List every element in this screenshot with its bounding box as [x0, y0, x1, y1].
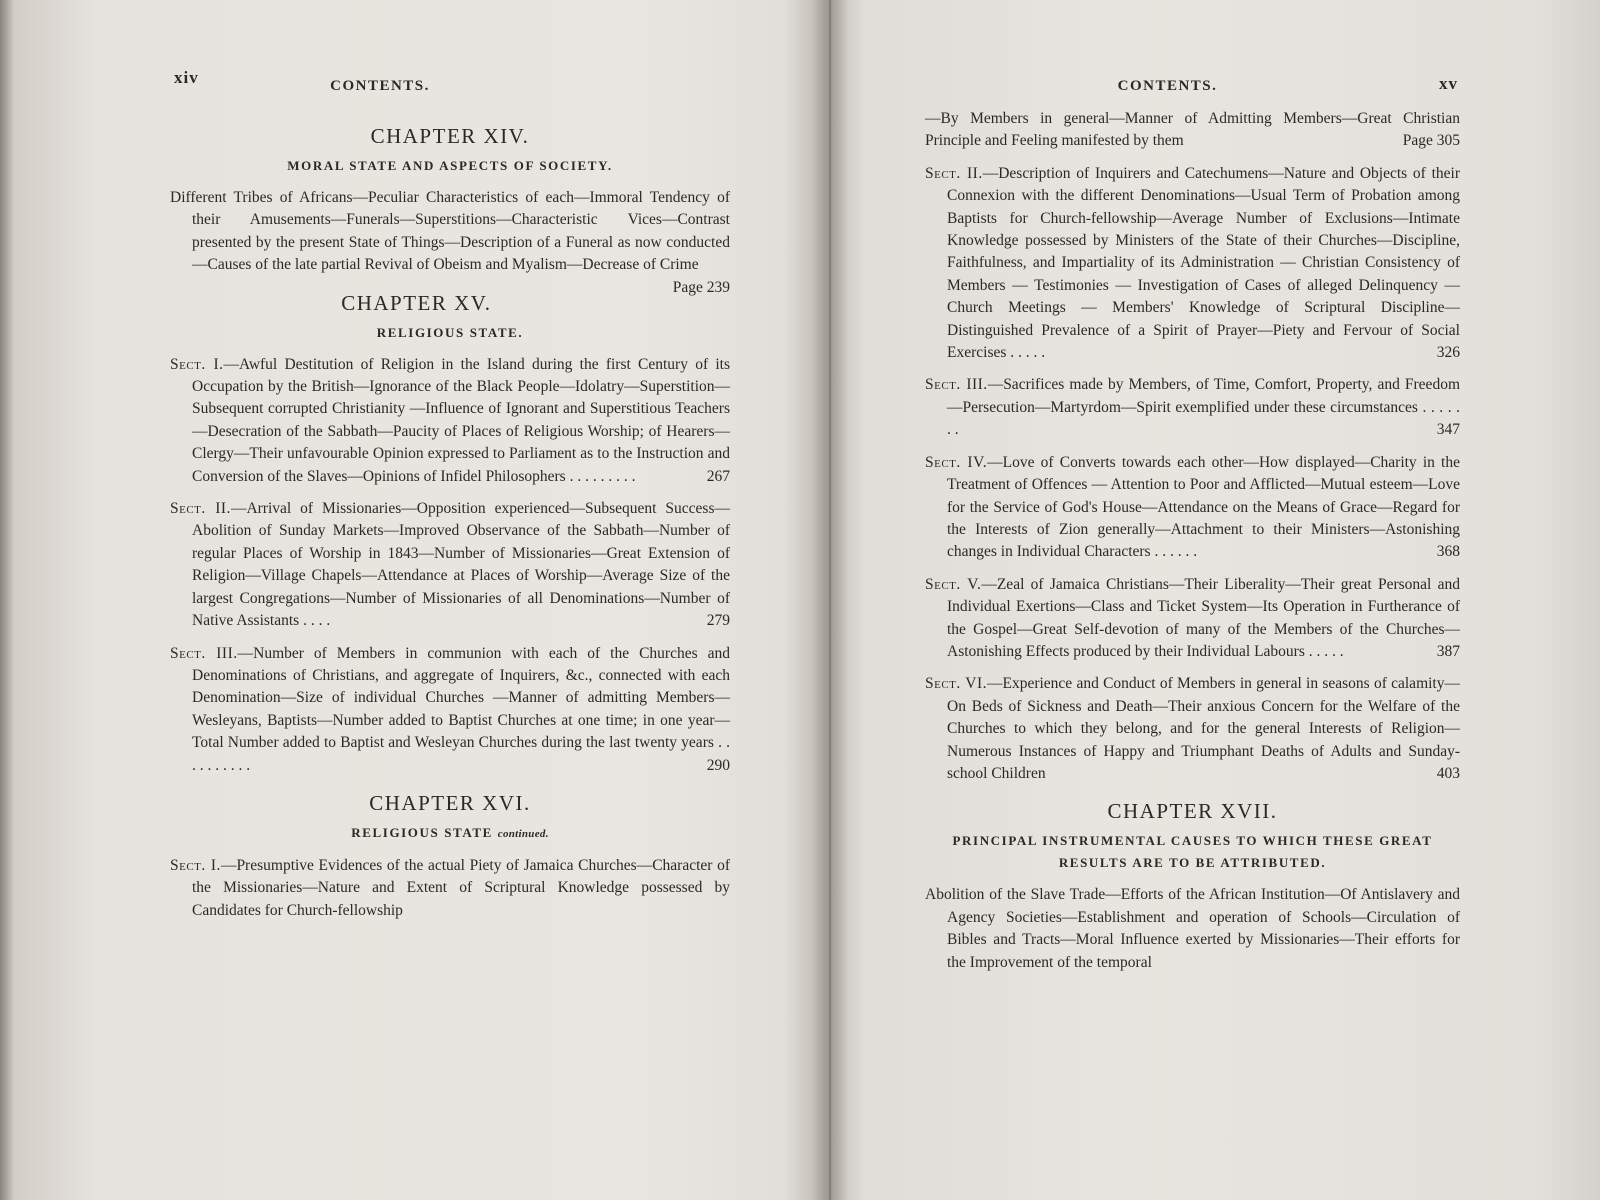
section-label: Sect. IV. — [925, 453, 988, 471]
chapter-heading: CHAPTER XIV. — [370, 124, 530, 148]
section-label: Sect. V. — [925, 575, 982, 593]
entry-text: Different Tribes of Africans—Peculiar Characteristics of each—Immoral Tendency of their Amusements—Funerals—Superstitions—Characteristic Vices—Contrast presented by the present State of Things—Description of a Funeral as now conducted—Causes of the late partial Revival of Obeism and Myalism—Decrease of Crime — [170, 189, 730, 274]
chapter-subtitle: MORAL STATE AND ASPECTS OF SOCIETY. — [287, 158, 613, 173]
entry-text: —Awful Destitution of Religion in the Island during the first Century of its Occupation by the British—Ignorance of the Black People—Idolatry—Superstition—Subsequent corrupted Christianity —Influence of Ignorant and Superstitious Teachers—Desecration of the Sabbath—Paucity of Places of Religious Worship; of Hearers—Clergy—Their unfavourable Opinion expressed to Parliament as to the Instruction and Conversion of the Slaves—Opinions of Infidel Philosophers . . . . . . . . . — [192, 355, 730, 485]
contents-entry — [925, 452, 1460, 564]
contents-entry — [170, 354, 730, 488]
contents-entry — [925, 374, 1460, 441]
contents-entry — [170, 643, 730, 777]
section-label: Sect. III. — [170, 644, 238, 662]
contents-entry-continuation — [925, 108, 1460, 153]
section-label: Sect. III. — [925, 376, 988, 394]
page-number: xiv — [174, 68, 199, 87]
entry-page-number: 279 — [706, 612, 730, 630]
entry-page-number: 267 — [706, 467, 730, 485]
running-header — [170, 62, 730, 102]
left-page — [170, 0, 730, 1200]
entry-text: —Experience and Conduct of Members in general in seasons of calamity—On Beds of Sickness and Death—Their anxious Concern for the Welfare of the Churches to which they belong, and for the general Interests of Religion—Numerous Instances of Happy and Triumphant Deaths of Adults and Sunday-school Children — [947, 675, 1460, 782]
section-label: Sect. I. — [170, 856, 221, 874]
section-label: Sect. II. — [170, 500, 231, 518]
entry-page-number: 290 — [706, 756, 730, 774]
running-header — [925, 62, 1460, 102]
section-label: Sect. II. — [925, 164, 983, 182]
chapter-subtitle-main: RELIGIOUS STATE — [351, 824, 493, 840]
entry-page-number: 368 — [1436, 543, 1460, 561]
chapter-subtitle — [170, 822, 730, 845]
contents-entry — [925, 884, 1460, 974]
entry-text: —Arrival of Missionaries—Opposition experienced—Subsequent Success—Abolition of Sunday Markets—Improved Observance of the Sabbath—Number of regular Places of Worship in 1843—Number of Missionaries—Great Extension of Religion—Village Chapels—Attendance at Places of Worship—Average Size of the largest Congregations—Number of Missionaries of all Denominations—Number of Native Assistants . . . . — [192, 500, 730, 630]
entry-text: —Description of Inquirers and Catechumens—Nature and Objects of their Connexion with the different Denominations—Usual Term of Probation among Baptists for Church-fellowship—Average Number of Exclusions—Intimate Knowledge possessed by Ministers of the State of their Churches—Discipline, Faithfulness, and Impartiality of its Administration — Christian Consistency of Members — Testimonies — Investigation of Cases of alleged Delinquency — Church Meetings — Members' Knowledge of Scriptural Discipline—Distinguished Prevalence of a Spirit of Prayer—Piety and Fervour of Social Exercises . . . . . — [947, 164, 1460, 362]
chapter-subtitle: RELIGIOUS STATE. — [376, 324, 524, 340]
section-label: Sect. VI. — [925, 675, 987, 693]
entry-text: —Love of Converts towards each other—How displayed—Charity in the Treatment of Offences — Attention to Poor and Afflicted—Mutual esteem—Love for the Service of God's House—Attendance on the Means of Grace—Regard for the Interests of Zion generally—Attachment to their Ministers—Astonishing changes in Individual Characters . . . . . . — [947, 453, 1460, 561]
page-edge-shadow — [0, 0, 14, 1200]
entry-text: —Presumptive Evidences of the actual Piety of Jamaica Churches—Character of the Missionaries—Nature and Extent of Scriptural Knowledge possessed by Candidates for Church-fellowship — [192, 856, 730, 919]
entry-page-number: 387 — [1436, 642, 1460, 660]
entry-page-number: 403 — [1436, 764, 1460, 782]
entry-page-number: Page 305 — [1402, 132, 1460, 150]
entry-text: —Number of Members in communion with each of the Churches and Denominations of Christians, and aggregate of Inquirers, &c., connected with each Denomination—Size of individual Churches —Manner of admitting Members—Wesleyans, Baptists—Number added to Baptist Churches at one time; in one year—Total Number added to Baptist and Wesleyan Churches during the last twenty years . . . . . . . . . . — [192, 644, 730, 774]
chapter-heading: CHAPTER XVII. — [1107, 799, 1278, 824]
chapter-subtitle-suffix: continued. — [497, 827, 549, 840]
section-label: Sect. I. — [170, 355, 224, 373]
contents-entry — [170, 187, 730, 296]
entry-page-number: 347 — [1436, 421, 1460, 439]
entry-text: —Zeal of Jamaica Christians—Their Liberality—Their great Personal and Individual Exertions—Class and Ticket System—Its Operation in Furtherance of the Gospel—Great Self-devotion of many of the Members of the Churches—Astonishing Effects produced by their Individual Labours . . . . . — [947, 575, 1460, 660]
entry-text: Abolition of the Slave Trade—Efforts of the African Institution—Of Antislavery and Agency Societies—Establishment and operation of Schools—Circulation of Bibles and Tracts—Moral Influence exerted by Missionaries—Their efforts for the Improvement of the temporal — [925, 886, 1460, 971]
chapter-subtitle: PRINCIPAL INSTRUMENTAL CAUSES TO WHICH THESE GREAT RESULTS ARE TO BE ATTRIBUTED. — [952, 833, 1433, 871]
contents-entry — [170, 498, 730, 632]
contents-entry — [925, 673, 1460, 785]
entry-page-number: Page 239 — [672, 278, 730, 296]
entry-text: —Sacrifices made by Members, of Time, Comfort, Property, and Freedom—Persecution—Martyrdom—Spirit exemplified under these circumstances . . . . . . . — [947, 376, 1460, 439]
chapter-heading: CHAPTER XVI. — [369, 790, 531, 815]
right-page — [925, 0, 1460, 1200]
chapter-heading: CHAPTER XV. — [341, 290, 492, 315]
entry-text: —By Members in general—Manner of Admitting Members—Great Christian Principle and Feeling manifested by them — [925, 110, 1460, 150]
running-head-title: CONTENTS. — [1117, 78, 1218, 94]
book-gutter — [812, 0, 848, 1200]
contents-entry — [170, 855, 730, 922]
contents-entry — [925, 163, 1460, 365]
page-number: xv — [1439, 74, 1458, 93]
running-head-title: CONTENTS. — [330, 78, 430, 94]
entry-page-number: 326 — [1436, 344, 1460, 362]
contents-entry — [925, 574, 1460, 664]
